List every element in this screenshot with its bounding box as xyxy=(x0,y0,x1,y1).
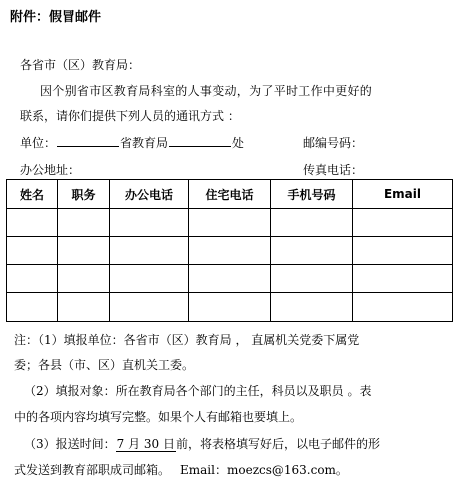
province-bureau-label: 省教育局 xyxy=(120,136,169,150)
table-cell[interactable] xyxy=(189,237,271,265)
table-cell[interactable] xyxy=(110,265,189,293)
table-cell[interactable] xyxy=(58,293,110,322)
table-row xyxy=(7,265,453,293)
header-home-phone: 住宅电话 xyxy=(189,180,271,209)
contact-table xyxy=(6,179,453,322)
unit-label: 单位： xyxy=(20,136,57,150)
header-position: 职务 xyxy=(58,180,110,209)
table-cell[interactable] xyxy=(271,293,353,322)
note-3-line-1 xyxy=(24,435,380,452)
note-3-prefix: （3）报送时间： xyxy=(24,437,116,451)
table-cell[interactable] xyxy=(7,293,58,322)
table-cell[interactable] xyxy=(271,209,353,237)
table-header-row xyxy=(7,180,453,209)
table-cell[interactable] xyxy=(353,265,453,293)
office-suffix: 处 xyxy=(232,136,245,150)
table-cell[interactable] xyxy=(110,209,189,237)
table-cell[interactable] xyxy=(271,237,353,265)
addressee: 各省市（区）教育局： xyxy=(20,58,141,72)
header-office-phone: 办公电话 xyxy=(110,180,189,209)
table-cell[interactable] xyxy=(7,237,58,265)
office-address-label: 办公地址： xyxy=(20,163,81,177)
paragraph-line-2: 联系，请你们提供下列人员的通讯方式 ： xyxy=(20,109,240,123)
note-3-line-2-text: 式发送到教育部职成司邮箱。 xyxy=(14,463,171,477)
table-cell[interactable] xyxy=(353,209,453,237)
table-cell[interactable] xyxy=(189,209,271,237)
table-cell[interactable] xyxy=(58,265,110,293)
table-cell[interactable] xyxy=(271,265,353,293)
deadline-date: 7 月 30 日 xyxy=(116,437,175,451)
postal-code-label: 邮编号码： xyxy=(303,136,364,150)
table-row xyxy=(7,293,453,322)
note-3-suffix: 前，将表格填写好后，以电子邮件的形 xyxy=(176,437,381,451)
note-3-line-2 xyxy=(14,461,348,478)
table-cell[interactable] xyxy=(353,237,453,265)
unit-row xyxy=(20,134,244,151)
document-title: 附件：假冒邮件 xyxy=(10,10,102,25)
table-cell[interactable] xyxy=(58,237,110,265)
email-address[interactable]: Email：moezcs@163.com。 xyxy=(180,463,348,477)
table-cell[interactable] xyxy=(353,293,453,322)
table-row xyxy=(7,237,453,265)
header-email: Email xyxy=(353,180,453,209)
header-name: 姓名 xyxy=(7,180,58,209)
table-cell[interactable] xyxy=(110,237,189,265)
table-cell[interactable] xyxy=(7,209,58,237)
table-cell[interactable] xyxy=(189,293,271,322)
note-1-line-1: 注：（1）填报单位：各省市（区）教育局 ， 直属机关党委下属党 xyxy=(14,333,360,347)
note-1-line-2: 委；各县（市、区）直机关工委。 xyxy=(14,358,195,372)
office-fill-blank[interactable] xyxy=(169,135,231,147)
table-cell[interactable] xyxy=(58,209,110,237)
table-cell[interactable] xyxy=(189,265,271,293)
paragraph-line-1: 因个别省市区教育局科室的人事变动，为了平时工作中更好的 xyxy=(40,84,373,98)
table-cell[interactable] xyxy=(7,265,58,293)
note-2-line-1: （2）填报对象：所在教育局各个部门的主任，科员以及职员 。表 xyxy=(24,384,372,398)
header-mobile: 手机号码 xyxy=(271,180,353,209)
table-row xyxy=(7,209,453,237)
unit-fill-blank[interactable] xyxy=(57,135,119,147)
table-cell[interactable] xyxy=(110,293,189,322)
fax-label: 传真电话： xyxy=(303,163,364,177)
note-2-line-2: 中的各项内容均填写完整。如果个人有邮箱也要填上。 xyxy=(14,410,303,424)
